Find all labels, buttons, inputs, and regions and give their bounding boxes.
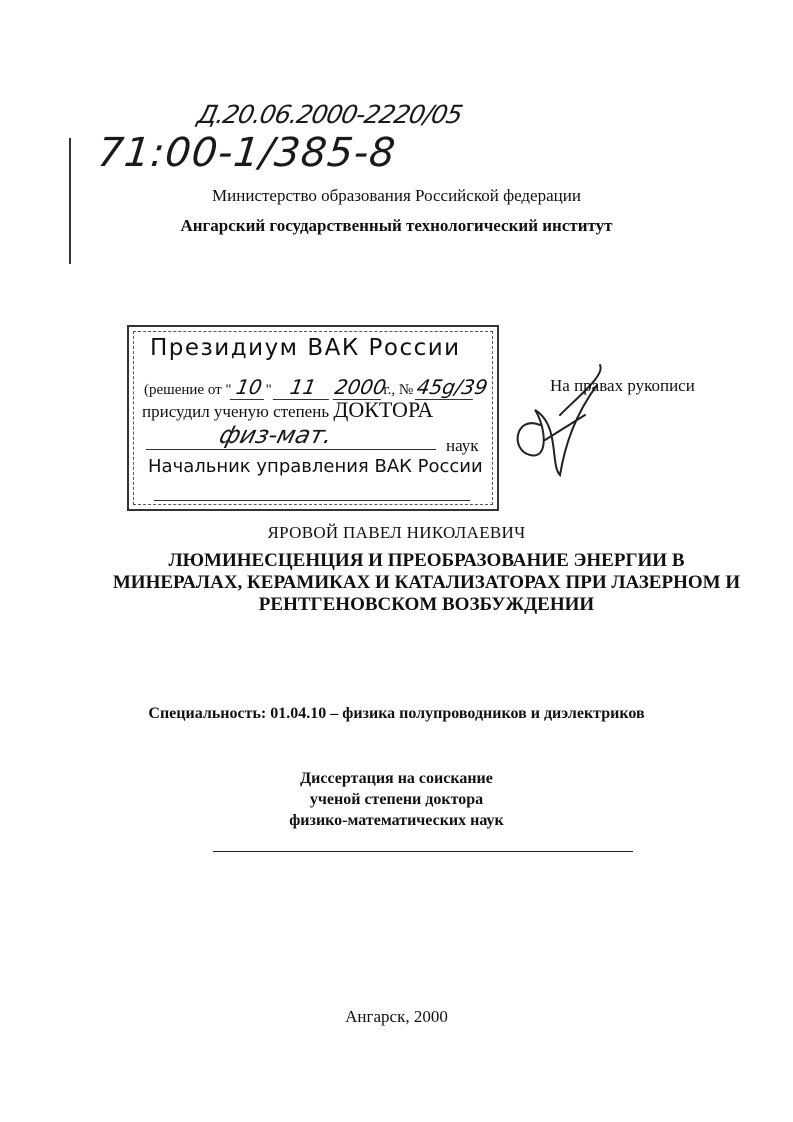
institute-heading: Ангарский государственный технологический институт <box>180 216 613 235</box>
handwritten-registration-code: Д.20.06.2000-2220/05 <box>194 100 465 129</box>
stamp-chief: Начальник управления ВАК России <box>148 456 483 477</box>
dissertation-title <box>60 550 793 616</box>
stamp-degree-line <box>142 397 433 423</box>
stamp-decision-prefix: (решение от " <box>144 382 232 398</box>
dissertation-degree <box>0 768 793 831</box>
author-signature <box>505 355 615 485</box>
stamp-signature-line <box>154 500 470 501</box>
manuscript-rights: На правах рукописи <box>550 376 695 395</box>
stamp-decision-number: 45g/39 <box>414 375 490 399</box>
dissertation-line: ученой степени доктора <box>309 791 484 808</box>
title-line: РЕНТГЕНОВСКОМ ВОЗБУЖДЕНИИ <box>258 594 595 615</box>
stamp-field-underline <box>146 449 436 450</box>
stamp-decision-day: 10 <box>229 375 267 400</box>
ministry-heading: Министерство образования Российской федерации <box>212 186 581 205</box>
stamp-decision-year-suffix: г., № <box>383 382 414 398</box>
stamp-decision-year: 2000 <box>333 375 389 399</box>
title-line: ЛЮМИНЕСЦЕНЦИЯ И ПРЕОБРАЗОВАНИЕ ЭНЕРГИИ В <box>168 550 685 571</box>
author-name: ЯРОВОЙ ПАВЕЛ НИКОЛАЕВИЧ <box>267 523 526 542</box>
handwritten-catalog-number: 71:00-1/385-8 <box>95 130 399 176</box>
stamp-degree: ДОКТОРА <box>333 397 434 422</box>
divider <box>213 851 633 852</box>
title-line: МИНЕРАЛАХ, КЕРАМИКАХ И КАТАЛИЗАТОРАХ ПРИ ЛАЗЕРНОМ И <box>112 572 741 593</box>
stamp-field-handwritten: физ-мат. <box>216 421 336 449</box>
city-year: Ангарск, 2000 <box>345 1007 448 1026</box>
stamp-nauk: наук <box>446 436 479 455</box>
stamp-decision-quote: " <box>265 382 272 398</box>
stamp-decision-month: 11 <box>273 375 333 400</box>
dissertation-line: Диссертация на соискание <box>300 770 493 787</box>
dissertation-line: физико-математических наук <box>289 812 504 829</box>
stamp-title: Президиум ВАК России <box>150 335 461 361</box>
stamp-degree-prefix: присудил ученую степень <box>142 402 330 421</box>
specialty: Специальность: 01.04.10 – физика полупроводников и диэлектриков <box>148 705 645 722</box>
